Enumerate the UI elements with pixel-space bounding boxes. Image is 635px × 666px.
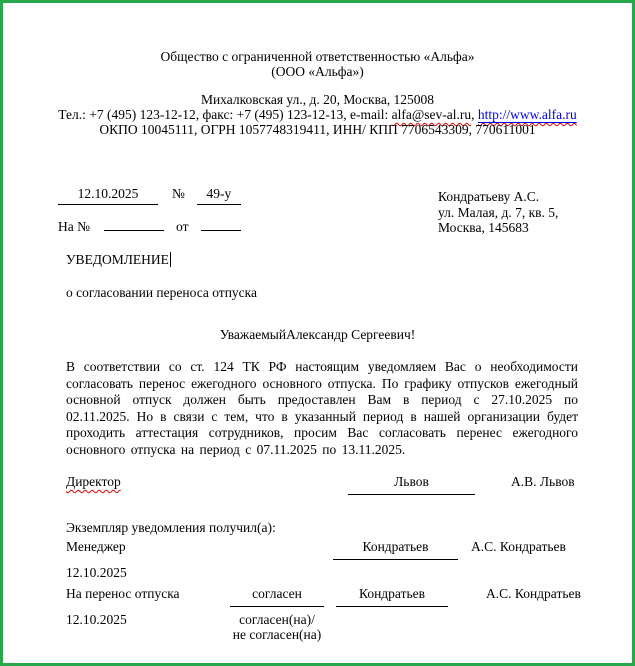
manager-signature-line: Кондратьев bbox=[333, 539, 458, 560]
reply-ref-label: На № bbox=[58, 219, 90, 234]
reference-row-1 bbox=[58, 187, 241, 205]
recipient-street: ул. Малая, д. 7, кв. 5, bbox=[438, 204, 559, 220]
contacts-prefix: Тел.: +7 (495) 123-12-12, факс: +7 (495) 123-12-13, e-mail: bbox=[58, 107, 392, 122]
document-title: УВЕДОМЛЕНИЕ bbox=[66, 252, 169, 267]
recipient-block bbox=[438, 189, 558, 236]
address-line: Михалковская ул., д. 20, Москва, 125008 bbox=[200, 92, 435, 107]
consent-label: На перенос отпуска bbox=[66, 586, 180, 601]
consent-hint-line-2: не согласен(на) bbox=[232, 627, 322, 642]
manager-name: А.С. Кондратьев bbox=[471, 539, 566, 554]
consent-signature-line: Кондратьев bbox=[336, 586, 448, 607]
reply-date-blank bbox=[201, 217, 241, 231]
reply-number-blank bbox=[104, 217, 164, 231]
consent-value-line: согласен bbox=[230, 586, 324, 607]
text-cursor bbox=[170, 252, 171, 267]
document-subject: о согласовании переноса отпуска bbox=[66, 285, 258, 300]
recipient-name: Кондратьеву А.С. bbox=[438, 189, 540, 204]
number-sign: № bbox=[172, 186, 185, 201]
doc-date-field: 12.10.2025 bbox=[58, 187, 158, 205]
email-text: alfa@sev-al.ru bbox=[391, 107, 472, 122]
director-name: А.В. Львов bbox=[511, 474, 575, 489]
manager-date: 12.10.2025 bbox=[66, 565, 127, 580]
letterhead bbox=[3, 49, 632, 137]
document-title-row bbox=[66, 252, 171, 268]
company-name-line: Общество с ограниченной ответственностью «Альфа» bbox=[160, 49, 475, 64]
manager-title: Менеджер bbox=[66, 539, 126, 554]
recipient-city: Москва, 145683 bbox=[438, 220, 529, 235]
website-link[interactable]: http://www.alfa.ru bbox=[477, 107, 577, 122]
registration-line: ОКПО 10045111, ОГРН 1057748319411, ИНН/ КПП 7706543309, 770611001 bbox=[99, 122, 536, 137]
greeting-line: УважаемыйАлександр Сергеевич! bbox=[219, 327, 416, 342]
director-signature-line: Львов bbox=[348, 474, 475, 495]
reference-row-2 bbox=[58, 217, 241, 234]
director-title: Директор bbox=[66, 474, 121, 489]
company-short-line: (ООО «Альфа») bbox=[271, 64, 364, 79]
copy-received-line: Экземпляр уведомления получил(а): bbox=[66, 520, 276, 535]
body-paragraph: В соответствии со ст. 124 ТК РФ настоящим уведомляем Вас о необходимости согласовать перенос ежегодного основного отпуска. По графику отпусков ежегодный основной отпуск должен быть предоставлен Вам в период с 27.10.2025 по 02.11.2025. Но в связи с тем, что в указанный период в нашей организации будет проходить аттестация сотрудников, просим Вас согласовать перенес ежегодного основного отпуска на период с 07.11.2025 по 13.11.2025. bbox=[66, 359, 578, 457]
consent-date: 12.10.2025 bbox=[66, 612, 127, 627]
reply-from-label: от bbox=[176, 219, 189, 234]
consent-hint bbox=[213, 612, 341, 642]
consent-hint-line-1: согласен(на)/ bbox=[239, 612, 315, 627]
contacts-line bbox=[3, 107, 632, 122]
contacts-separator: , bbox=[471, 107, 478, 122]
reference-block bbox=[58, 187, 241, 234]
doc-number-field: 49-у bbox=[197, 187, 241, 205]
website-misspell-wrap bbox=[478, 107, 577, 122]
consent-name: А.С. Кондратьев bbox=[486, 586, 581, 601]
